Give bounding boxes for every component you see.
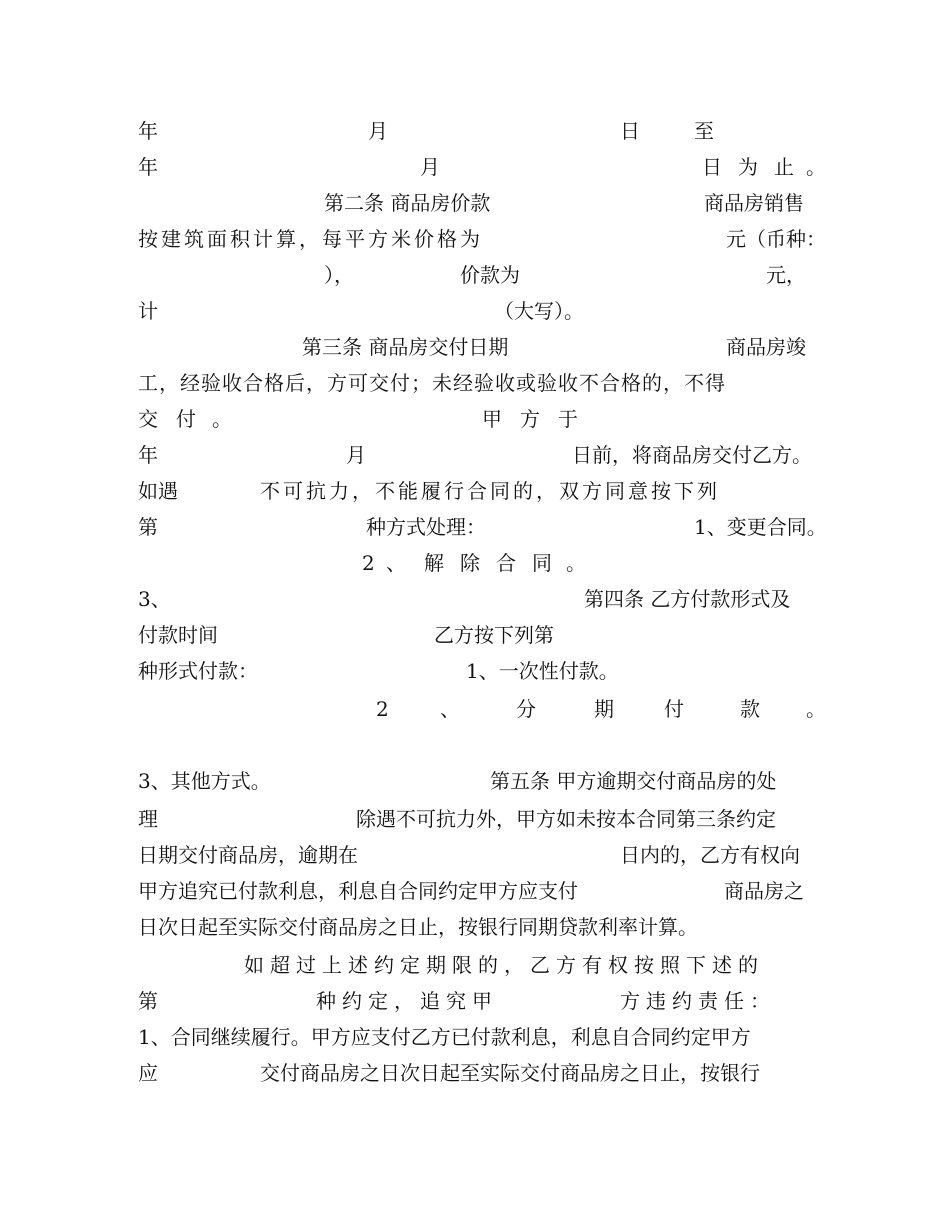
text-segment: 、 xyxy=(440,697,460,721)
text-segment: 分 xyxy=(516,697,536,721)
text-segment: 如遇 xyxy=(138,479,178,503)
text-segment: 价款为 xyxy=(460,263,520,287)
text-segment: 日 xyxy=(702,155,722,179)
text-segment: 方违约责任： xyxy=(620,989,776,1013)
text-segment: 种形式付款： xyxy=(138,659,258,683)
text-segment: ）， xyxy=(324,263,354,287)
text-segment: 款 xyxy=(740,697,760,721)
text-segment: 日前，将商品房交付乙方。 xyxy=(572,443,812,467)
text-segment: 乙方按下列第 xyxy=(434,623,554,647)
text-segment: 工，经验收合格后，方可交付；未经验收或验收不合格的，不得 xyxy=(138,371,726,395)
text-segment: 为 xyxy=(738,155,758,179)
text-segment: 、 xyxy=(386,551,406,575)
text-segment: 同 xyxy=(532,551,552,575)
text-segment: 交 xyxy=(138,407,158,431)
text-segment: 于 xyxy=(558,407,578,431)
text-segment: 日 xyxy=(620,119,640,143)
text-segment: 元（币种： xyxy=(726,227,826,251)
text-segment: 如超过上述约定期限的，乙方有权按照下述的 xyxy=(244,953,764,977)
text-segment: 不可抗力，不能履行合同的，双方同意按下列 xyxy=(260,479,720,503)
text-segment: 第 xyxy=(138,989,158,1013)
text-segment: 。 xyxy=(806,697,826,721)
text-segment: 交付商品房之日次日起至实际交付商品房之日止，按银行 xyxy=(260,1061,760,1085)
text-segment: 商品房竣 xyxy=(726,335,806,359)
text-segment: 应 xyxy=(138,1061,158,1085)
text-segment: 付款时间 xyxy=(138,623,218,647)
text-segment: 。 xyxy=(566,551,586,575)
text-segment: 月 xyxy=(368,119,388,143)
text-segment: 商品房之 xyxy=(724,879,804,903)
text-segment: 甲 xyxy=(482,407,502,431)
text-segment: 月 xyxy=(420,155,440,179)
text-segment: 第五条 甲方逾期交付商品房的处 xyxy=(490,769,777,793)
text-segment: 种约定，追究甲 xyxy=(316,989,498,1013)
text-segment: 年 xyxy=(138,443,158,467)
text-segment: 期 xyxy=(594,697,614,721)
text-segment: 1、一次性付款。 xyxy=(466,659,619,683)
text-segment: 2 xyxy=(376,697,389,721)
text-segment: 年 xyxy=(138,155,158,179)
text-segment: 按建筑面积计算，每平方米价格为 xyxy=(138,227,483,251)
text-segment: 理 xyxy=(138,807,158,831)
text-segment: 月 xyxy=(346,443,366,467)
text-segment: 年 xyxy=(138,119,158,143)
text-segment: 3、其他方式。 xyxy=(138,769,271,793)
text-segment: 日期交付商品房，逾期在 xyxy=(138,843,358,867)
text-segment: 1、合同继续履行。甲方应支付乙方已付款利息，利息自合同约定甲方 xyxy=(138,1025,751,1049)
text-segment: 除遇不可抗力外，甲方如未按本合同第三条约定 xyxy=(356,807,776,831)
text-segment: 第 xyxy=(138,515,158,539)
text-segment: 商品房销售 xyxy=(704,191,804,215)
text-segment: 至 xyxy=(694,119,714,143)
text-segment: 甲方追究已付款利息，利息自合同约定甲方应支付 xyxy=(138,879,578,903)
text-segment: 第二条 商品房价款 xyxy=(324,191,491,215)
text-segment: 第四条 乙方付款形式及 xyxy=(584,587,791,611)
text-segment: 合 xyxy=(496,551,516,575)
text-segment: 种方式处理： xyxy=(366,515,486,539)
text-segment: 2 xyxy=(362,551,375,575)
text-segment: （大写）。 xyxy=(494,299,584,323)
text-segment: 日内的，乙方有权向 xyxy=(620,843,800,867)
text-segment: 第三条 商品房交付日期 xyxy=(302,335,509,359)
text-segment: 计 xyxy=(138,299,158,323)
text-segment: 1、变更合同。 xyxy=(694,515,827,539)
text-segment: 付 xyxy=(176,407,196,431)
text-segment: 日次日起至实际交付商品房之日止，按银行同期贷款利率计算。 xyxy=(138,915,698,939)
text-segment: 。 xyxy=(212,407,232,431)
text-segment: 3、 xyxy=(138,587,171,611)
text-segment: 除 xyxy=(460,551,480,575)
text-segment: 付 xyxy=(664,697,684,721)
text-segment: 元， xyxy=(766,263,806,287)
text-segment: 解 xyxy=(424,551,444,575)
text-segment: 止 xyxy=(774,155,794,179)
text-segment: 。 xyxy=(806,155,826,179)
text-segment: 方 xyxy=(520,407,540,431)
